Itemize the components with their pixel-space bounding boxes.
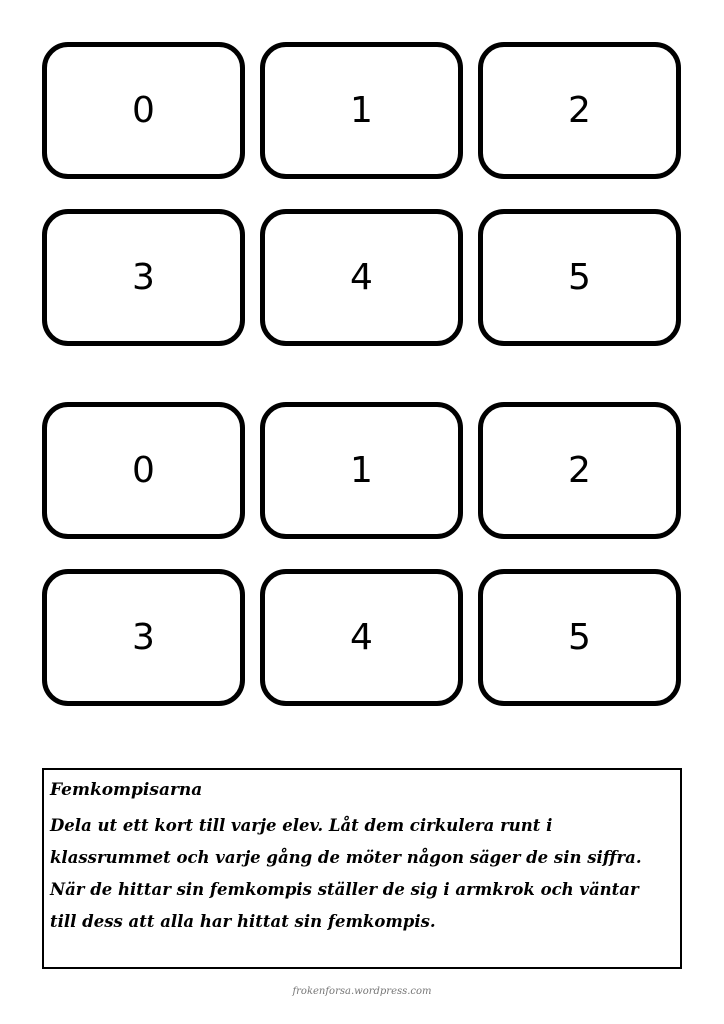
card-number: 5 bbox=[568, 616, 591, 658]
card-number: 3 bbox=[132, 616, 155, 658]
card-number: 0 bbox=[132, 89, 155, 131]
card-number: 2 bbox=[568, 449, 591, 491]
footer-credit: frokenforsa.wordpress.com bbox=[292, 986, 432, 997]
number-card bbox=[478, 402, 681, 539]
card-number: 5 bbox=[568, 256, 591, 298]
instructions-title: Femkompisarna bbox=[50, 780, 203, 800]
card-number: 4 bbox=[350, 256, 373, 298]
number-card bbox=[42, 209, 245, 346]
card-number: 4 bbox=[350, 616, 373, 658]
number-card bbox=[260, 209, 463, 346]
instructions-line: När de hittar sin femkompis ställer de sig i armkrok och väntar bbox=[50, 880, 639, 899]
instructions-line: Dela ut ett kort till varje elev. Låt dem cirkulera runt i bbox=[50, 816, 553, 835]
card-number: 3 bbox=[132, 256, 155, 298]
number-card bbox=[478, 209, 681, 346]
instructions-line: klassrummet och varje gång de möter någon säger de sin siffra. bbox=[50, 848, 642, 867]
number-card bbox=[42, 42, 245, 179]
card-number: 0 bbox=[132, 449, 155, 491]
number-card bbox=[478, 42, 681, 179]
instructions-line: till dess att alla har hittat sin femkompis. bbox=[50, 912, 436, 931]
number-card bbox=[42, 569, 245, 706]
instructions-body bbox=[50, 810, 674, 938]
card-number: 2 bbox=[568, 89, 591, 131]
instructions-box bbox=[42, 768, 682, 969]
card-number: 1 bbox=[350, 89, 373, 131]
number-card bbox=[42, 402, 245, 539]
number-card bbox=[478, 569, 681, 706]
number-card bbox=[260, 569, 463, 706]
number-card bbox=[260, 402, 463, 539]
card-number: 1 bbox=[350, 449, 373, 491]
number-card bbox=[260, 42, 463, 179]
